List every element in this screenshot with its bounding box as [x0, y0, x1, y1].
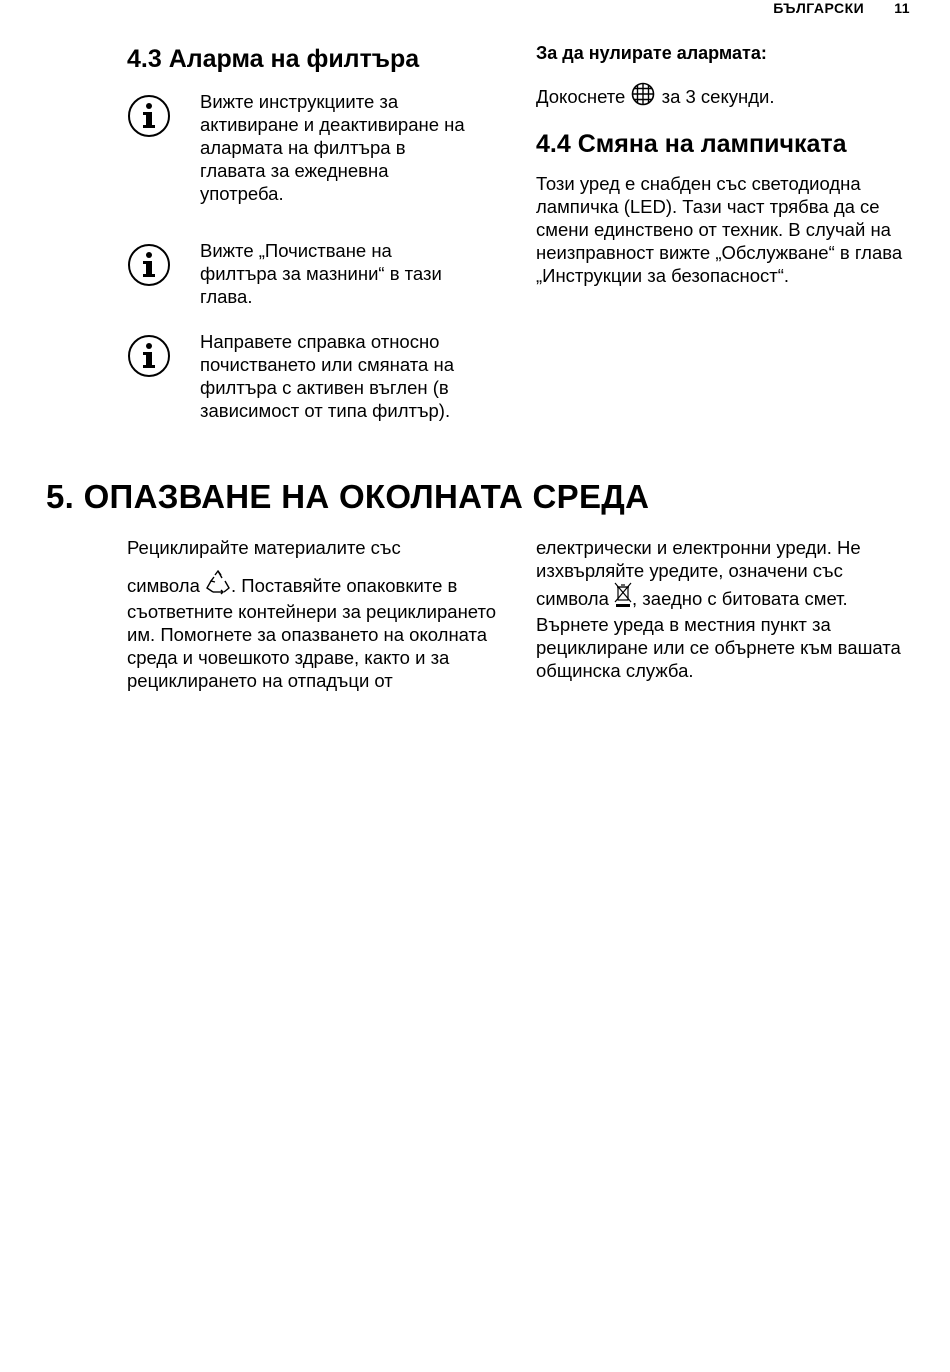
fan-grid-icon: [630, 82, 656, 111]
page-header: [773, 0, 910, 16]
info-note-3-text: Направете справка относно почистването или смяната на филтъра с активен въглен (в зависимост от типа филтър).: [200, 331, 454, 421]
section-4-3-title: 4.3 Аларма на филтъра: [127, 45, 420, 73]
section-4-4-text: Този уред е снабден със светодиодна лампичка (LED). Тази част трябва да се смени единствено от техник. В случай на неизправност вижте „Обслужване“ в глава „Инструкции за безопасност“.: [536, 173, 903, 286]
info-icon: [127, 239, 200, 292]
info-note-3: [127, 330, 472, 422]
section-5-right-text: [536, 536, 916, 682]
info-note-2-text: Вижте „Почистване на филтъра за мазнини“ в тази глава.: [200, 240, 442, 307]
recycle-icon: [205, 569, 231, 600]
section-5-left-after-icon: . Поставяйте опаковките в съответните контейнери за рециклирането им. Помогнете за опазването на околната среда и човешкото здраве, както и за рециклирането на отпадъци от: [127, 575, 497, 691]
info-note-2: [127, 239, 472, 308]
section-5-left-before-icon: символа: [127, 575, 200, 596]
reset-alarm-instruction: [536, 82, 916, 111]
info-icon: [127, 90, 200, 143]
crossed-bin-icon: [614, 582, 632, 613]
section-5-left-text: [127, 536, 502, 692]
section-5-left: [127, 536, 502, 692]
right-column: [536, 40, 916, 287]
header-language: БЪЛГАРСКИ: [773, 0, 865, 16]
section-4-3: [127, 40, 472, 422]
section-4-4-title: 4.4 Смяна на лампичката: [536, 130, 847, 158]
reset-alarm-label: За да нулирате алармата:: [536, 43, 767, 63]
info-icon: [127, 330, 200, 383]
reset-alarm-text-after: за 3 секунди.: [661, 86, 775, 107]
page-number: 11: [894, 0, 910, 16]
info-note-1: [127, 90, 472, 205]
section-5-title: 5. ОПАЗВАНЕ НА ОКОЛНАТА СРЕДА: [46, 478, 650, 515]
section-5-right-after-icon: , заедно с битовата смет. Върнете уреда в местния пункт за рециклиране или се обърнете към вашата общинска служба.: [536, 588, 901, 681]
section-5-left-line1: Рециклирайте материалите със: [127, 537, 401, 558]
section-5-right-before-icon: електрически и електронни уреди. Не изхвърляйте уредите, означени със символa: [536, 537, 861, 609]
reset-alarm-text-before: Докоснете: [536, 86, 626, 107]
section-5-right: [536, 536, 916, 682]
info-note-1-text: Вижте инструкциите за активиране и деактивиране на алармата на филтъра в главата за ежедневна употреба.: [200, 91, 465, 204]
